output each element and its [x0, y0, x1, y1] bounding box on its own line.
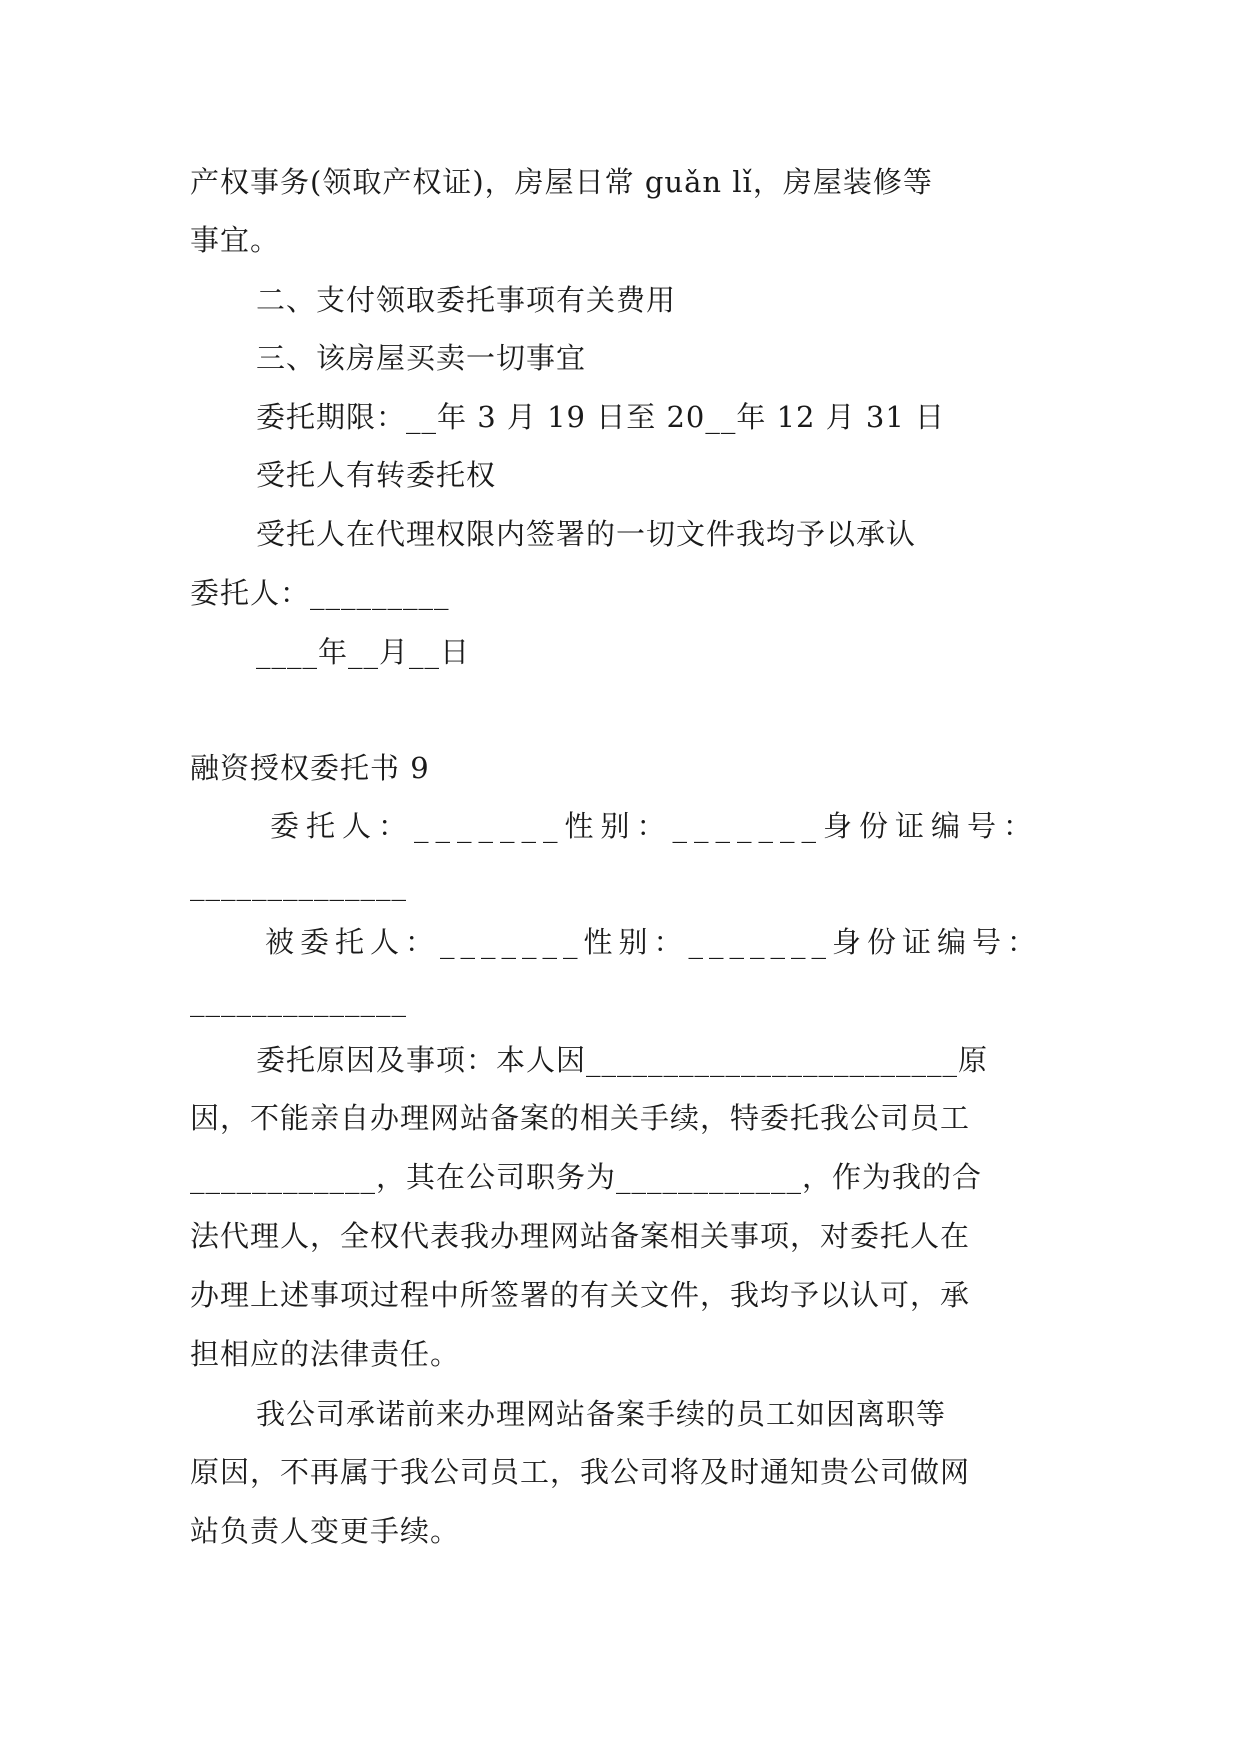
paragraph-line: 办理上述事项过程中所签署的有关文件，我均予以认可，承 [190, 1278, 971, 1312]
paragraph-line: 站负责人变更手续。 [190, 1514, 461, 1548]
section-title: 融资授权委托书 9 [190, 751, 430, 785]
paragraph-line: 我公司承诺前来办理网站备案手续的员工如因离职等 [256, 1397, 947, 1431]
paragraph-line: 原因，不再属于我公司员工，我公司将及时通知贵公司做网 [190, 1455, 971, 1489]
term-line: 委托期限：__年 3 月 19 日至 20__年 12 月 31 日 [256, 400, 946, 434]
paragraph-line: 因，不能亲自办理网站备案的相关手续，特委托我公司员工 [190, 1101, 971, 1135]
principal-signature: 委托人：_________ [190, 576, 450, 610]
paragraph-line: 委托原因及事项：本人因________________________原 [256, 1043, 989, 1077]
agent-id-blank: ______________ [190, 983, 407, 1017]
acknowledge-line: 受托人在代理权限内签署的一切文件我均予以承认 [256, 517, 917, 551]
paragraph-line: 担相应的法律责任。 [190, 1337, 461, 1371]
paragraph-line: ____________，其在公司职务为____________，作为我的合 [190, 1160, 983, 1194]
list-item: 二、支付领取委托事项有关费用 [256, 283, 677, 317]
list-item: 三、该房屋买卖一切事宜 [256, 341, 587, 375]
principal-info-line: 委托人：_______性别：_______身份证编号： [270, 809, 1040, 843]
sub-delegation-line: 受托人有转委托权 [256, 458, 497, 492]
paragraph-line: 法代理人，全权代表我办理网站备案相关事项，对委托人在 [190, 1219, 971, 1253]
principal-id-blank: ______________ [190, 867, 407, 901]
agent-info-line: 被委托人：_______性别：_______身份证编号： [265, 925, 1043, 959]
paragraph-line: 产权事务(领取产权证)，房屋日常 guǎn lǐ，房屋装修等 [190, 165, 933, 199]
signature-date: ____年__月__日 [256, 635, 471, 669]
paragraph-line: 事宜。 [190, 223, 281, 257]
